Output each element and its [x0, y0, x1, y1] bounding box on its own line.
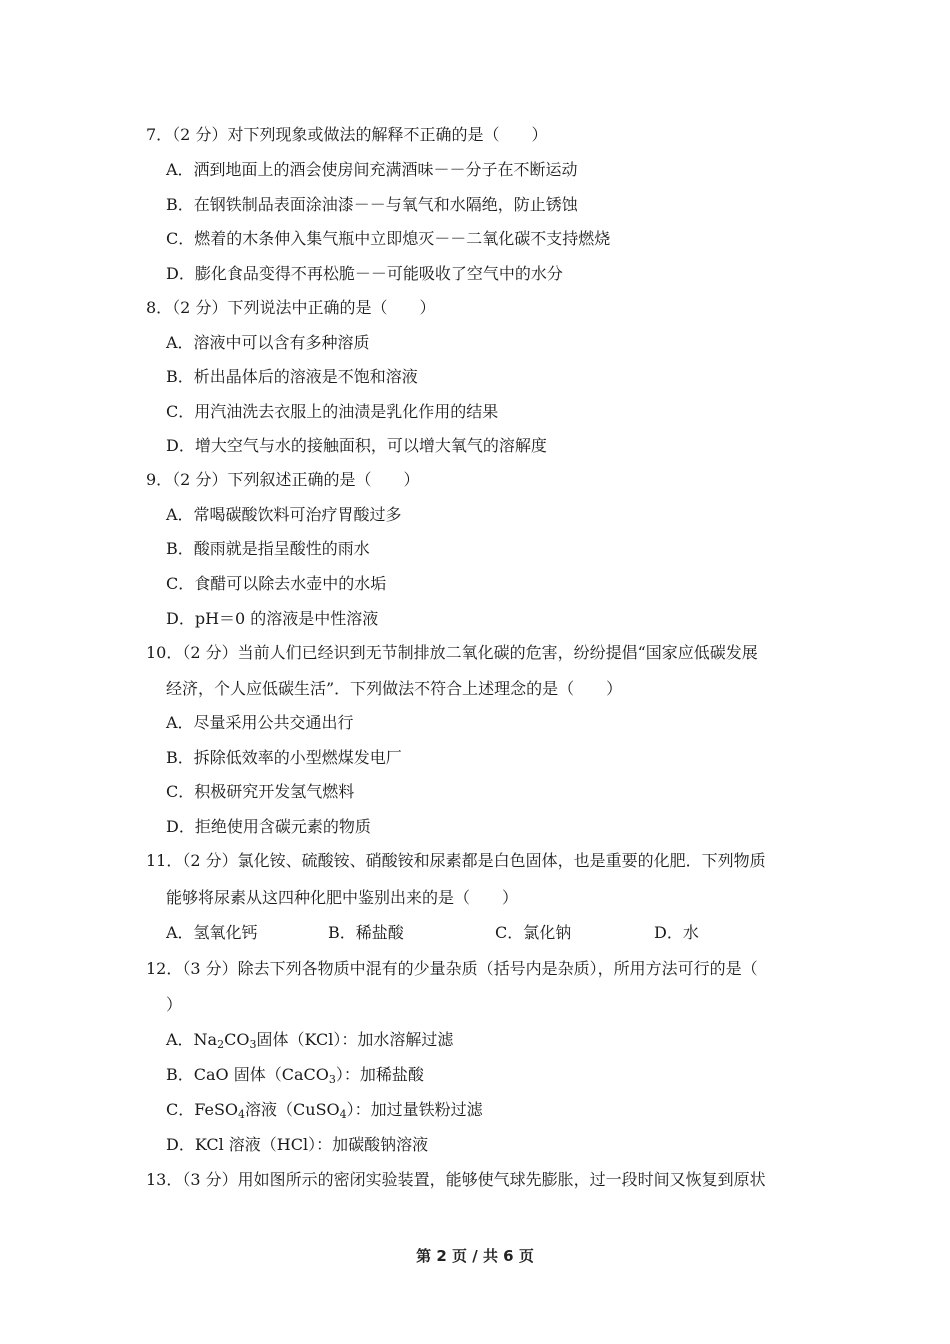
page-number-footer: 第 2 页 / 共 6 页 — [416, 1247, 534, 1265]
question-10-option-d: D．拒绝使用含碳元素的物质 — [166, 817, 371, 836]
question-12-option-d: D．KCl 溶液（HCl）：加碳酸钠溶液 — [166, 1135, 429, 1154]
question-12-stem-line-1: 12．（3 分）除去下列各物质中混有的少量杂质（括号内是杂质），所用方法可行的是（ — [146, 959, 758, 978]
question-12-option-a — [166, 1030, 453, 1050]
question-12-option-a-formula: CO — [224, 1030, 250, 1049]
question-7-stem: 7．（2 分）对下列现象或做法的解释不正确的是（ ） — [146, 125, 548, 144]
question-10-stem-line-1: 10．（2 分）当前人们已经识到无节制排放二氧化碳的危害，纷纷提倡“国家应低碳发展 — [146, 643, 758, 662]
question-7-option-a: A．洒到地面上的酒会使房间充满酒味－－分子在不断运动 — [166, 160, 578, 179]
question-9-option-c: C．食醋可以除去水壶中的水垢 — [166, 574, 387, 593]
question-12-option-c-formula: 溶液（CuSO — [245, 1100, 340, 1119]
question-10-option-c: C．积极研究开发氢气燃料 — [166, 782, 355, 801]
question-9-stem: 9．（2 分）下列叙述正确的是（ ） — [146, 470, 420, 489]
question-12-stem-line-2: ） — [166, 995, 183, 1014]
subscript: 3 — [328, 1073, 336, 1086]
question-12-option-b-text: ）：加稀盐酸 — [335, 1065, 424, 1084]
question-12-option-a-text: 固体（KCl）：加水溶解过滤 — [256, 1030, 454, 1049]
subscript: 2 — [217, 1038, 225, 1051]
subscript: 3 — [249, 1038, 257, 1051]
question-11-stem-line-1: 11．（2 分）氯化铵、硫酸铵、硝酸铵和尿素都是白色固体，也是重要的化肥．下列物质 — [146, 851, 766, 870]
subscript: 4 — [238, 1108, 246, 1121]
question-12-option-c-text: ）：加过量铁粉过滤 — [346, 1100, 483, 1119]
question-7-option-b: B．在钢铁制品表面涂油漆－－与氧气和水隔绝，防止锈蚀 — [166, 195, 578, 214]
question-12-option-a-prefix: A．Na — [166, 1030, 218, 1049]
question-8-option-c: C．用汽油洗去衣服上的油渍是乳化作用的结果 — [166, 402, 499, 421]
question-12-option-b-prefix: B．CaO 固体（CaCO — [166, 1065, 329, 1084]
question-8-option-b: B．析出晶体后的溶液是不饱和溶液 — [166, 367, 418, 386]
question-12-option-c-prefix: C．FeSO — [166, 1100, 239, 1119]
question-11-stem-line-2: 能够将尿素从这四种化肥中鉴别出来的是（ ） — [166, 888, 519, 907]
subscript: 4 — [339, 1108, 347, 1121]
question-12-option-c — [166, 1100, 483, 1120]
question-7-option-d: D．膨化食品变得不再松脆－－可能吸收了空气中的水分 — [166, 264, 563, 283]
question-11-option-d: D．水 — [654, 923, 699, 942]
question-7-option-c: C．燃着的木条伸入集气瓶中立即熄灭－－二氧化碳不支持燃烧 — [166, 229, 611, 248]
question-9-option-b: B．酸雨就是指呈酸性的雨水 — [166, 539, 370, 558]
question-13-stem-line-1: 13．（3 分）用如图所示的密闭实验装置，能够使气球先膨胀，过一段时间又恢复到原状 — [146, 1170, 766, 1189]
question-11-option-b: B．稀盐酸 — [328, 923, 404, 942]
question-8-option-d: D．增大空气与水的接触面积，可以增大氧气的溶解度 — [166, 436, 547, 455]
question-9-option-a: A．常喝碳酸饮料可治疗胃酸过多 — [166, 505, 402, 524]
question-11-option-a: A．氢氧化钙 — [166, 923, 258, 942]
question-11-options-row — [166, 923, 726, 943]
question-11-option-c: C．氯化钠 — [495, 923, 572, 942]
question-10-stem-line-2: 经济，个人应低碳生活”．下列做法不符合上述理念的是（ ） — [166, 679, 623, 698]
question-9-option-d: D．pH＝0 的溶液是中性溶液 — [166, 609, 379, 628]
question-10-option-b: B．拆除低效率的小型燃煤发电厂 — [166, 748, 402, 767]
question-12-option-b — [166, 1065, 424, 1085]
question-8-option-a: A．溶液中可以含有多种溶质 — [166, 333, 370, 352]
question-10-option-a: A．尽量采用公共交通出行 — [166, 713, 354, 732]
question-8-stem: 8．（2 分）下列说法中正确的是（ ） — [146, 298, 436, 317]
